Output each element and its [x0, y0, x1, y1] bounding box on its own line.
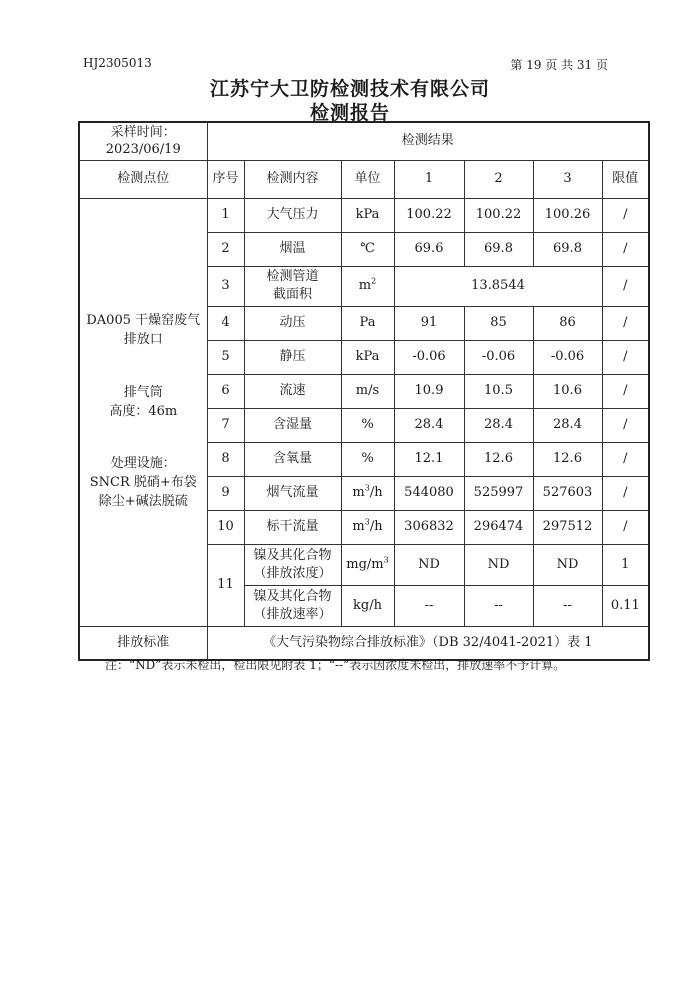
sampling-time-label: 采样时间：: [110, 124, 176, 140]
row-result2: 85: [464, 306, 533, 340]
row-result1: -0.06: [394, 340, 464, 374]
row-unit: %: [341, 408, 394, 442]
row-item: 含氧量: [244, 442, 341, 476]
row-unit: Pa: [341, 306, 394, 340]
row-item: 动压: [244, 306, 341, 340]
footnote: 注：“ND”表示未检出，检出限见附表 1；“--”表示因浓度未检出，排放速率不予计算。: [105, 658, 566, 672]
row-result1: ND: [394, 544, 464, 585]
col-result3-header: 3: [533, 160, 602, 198]
row-result1: 100.22: [394, 198, 464, 232]
row-item: 烟温: [244, 232, 341, 266]
unit-superscript: 2: [371, 276, 377, 286]
column-header-row: [79, 160, 649, 198]
row-result3: 12.6: [533, 442, 602, 476]
row-result3: 527603: [533, 476, 602, 510]
row-result3: -0.06: [533, 340, 602, 374]
row-result2: -0.06: [464, 340, 533, 374]
row-item: 静压: [244, 340, 341, 374]
col-limit-header: 限值: [602, 160, 649, 198]
stack-label: 排气筒: [123, 384, 163, 400]
col-result1-header: 1: [394, 160, 464, 198]
report-number: HJ2305013: [83, 56, 152, 70]
row-result2: 10.5: [464, 374, 533, 408]
row-result2: 12.6: [464, 442, 533, 476]
page-info: 第 19 页 共 31 页: [510, 58, 608, 72]
row-result2: ND: [464, 544, 533, 585]
table-row: [79, 198, 649, 232]
stack-height: 高度：46m: [109, 403, 178, 419]
row-limit: /: [602, 198, 649, 232]
unit-superscript: 3: [364, 517, 370, 527]
row-item: 标干流量: [244, 510, 341, 544]
row-limit: 0.11: [602, 585, 649, 626]
row-result1: 306832: [394, 510, 464, 544]
row-result2: 525997: [464, 476, 533, 510]
results-header: 检测结果: [207, 122, 649, 160]
row-unit: ℃: [341, 232, 394, 266]
row-item: 烟气流量: [244, 476, 341, 510]
report-title: 检测报告: [309, 102, 390, 124]
row-seq: 6: [207, 374, 244, 408]
unit-superscript: 3: [383, 555, 389, 565]
row-unit: m/s: [341, 374, 394, 408]
unit-base: m: [352, 485, 365, 501]
row-unit: [341, 544, 394, 585]
col-point-header: 检测点位: [79, 160, 207, 198]
row-result3: ND: [533, 544, 602, 585]
row-limit: /: [602, 232, 649, 266]
unit-superscript: 3: [364, 483, 370, 493]
row-result3: --: [533, 585, 602, 626]
col-seq-header: 序号: [207, 160, 244, 198]
row-item: 检测管道截面积: [244, 266, 341, 306]
row-result3: 86: [533, 306, 602, 340]
row-limit: /: [602, 266, 649, 306]
row-unit: [341, 476, 394, 510]
point-name: DA005 干燥窑废气排放口: [86, 313, 201, 347]
row-seq: 10: [207, 510, 244, 544]
row-limit: /: [602, 408, 649, 442]
row-limit: /: [602, 306, 649, 340]
row-result1: 28.4: [394, 408, 464, 442]
row-seq: 11: [207, 544, 244, 626]
facility-label: 处理设施：: [110, 456, 176, 472]
row-merged-result: 13.8544: [394, 266, 602, 306]
unit-tail: /h: [369, 519, 383, 535]
row-result1: 91: [394, 306, 464, 340]
row-result1: --: [394, 585, 464, 626]
row-unit: %: [341, 442, 394, 476]
row-limit: 1: [602, 544, 649, 585]
results-table: [78, 121, 650, 661]
row-result1: 10.9: [394, 374, 464, 408]
standard-text: 《大气污染物综合排放标准》（DB 32/4041-2021）表 1: [207, 626, 649, 660]
row-result3: 69.8: [533, 232, 602, 266]
monitoring-point-cell: [79, 198, 207, 626]
row-unit: [341, 266, 394, 306]
row-seq: 2: [207, 232, 244, 266]
facility-desc: SNCR 脱硝+布袋除尘+碱法脱硫: [89, 475, 197, 510]
company-title: 江苏宁大卫防检测技术有限公司: [209, 78, 490, 100]
row-limit: /: [602, 340, 649, 374]
row-seq: 9: [207, 476, 244, 510]
col-item-header: 检测内容: [244, 160, 341, 198]
row-unit: kg/h: [341, 585, 394, 626]
row-unit: [341, 510, 394, 544]
row-limit: /: [602, 442, 649, 476]
row-item: 流速: [244, 374, 341, 408]
col-result2-header: 2: [464, 160, 533, 198]
row-unit: kPa: [341, 198, 394, 232]
row-seq: 7: [207, 408, 244, 442]
sampling-row: [79, 122, 649, 160]
standard-row: [79, 626, 649, 660]
row-item: 镍及其化合物（排放速率）: [244, 585, 341, 626]
row-result3: 100.26: [533, 198, 602, 232]
row-seq: 3: [207, 266, 244, 306]
row-item: 大气压力: [244, 198, 341, 232]
row-seq: 8: [207, 442, 244, 476]
standard-label: 排放标准: [79, 626, 207, 660]
row-result2: --: [464, 585, 533, 626]
col-unit-header: 单位: [341, 160, 394, 198]
row-seq: 1: [207, 198, 244, 232]
row-result1: 544080: [394, 476, 464, 510]
unit-base: m: [352, 519, 365, 535]
unit-base: m: [358, 278, 372, 294]
row-result2: 28.4: [464, 408, 533, 442]
row-item: 含湿量: [244, 408, 341, 442]
row-item: 镍及其化合物（排放浓度）: [244, 544, 341, 585]
row-seq: 4: [207, 306, 244, 340]
row-result3: 28.4: [533, 408, 602, 442]
sampling-time-cell: [79, 122, 207, 160]
row-result3: 297512: [533, 510, 602, 544]
row-unit: kPa: [341, 340, 394, 374]
row-result2: 296474: [464, 510, 533, 544]
row-limit: /: [602, 510, 649, 544]
sampling-date: 2023/06/19: [105, 142, 181, 158]
row-limit: /: [602, 374, 649, 408]
row-result2: 100.22: [464, 198, 533, 232]
row-result1: 12.1: [394, 442, 464, 476]
row-result2: 69.8: [464, 232, 533, 266]
row-result3: 10.6: [533, 374, 602, 408]
unit-tail: /h: [369, 485, 383, 501]
row-seq: 5: [207, 340, 244, 374]
row-limit: /: [602, 476, 649, 510]
unit-base: mg/m: [346, 556, 384, 572]
row-result1: 69.6: [394, 232, 464, 266]
